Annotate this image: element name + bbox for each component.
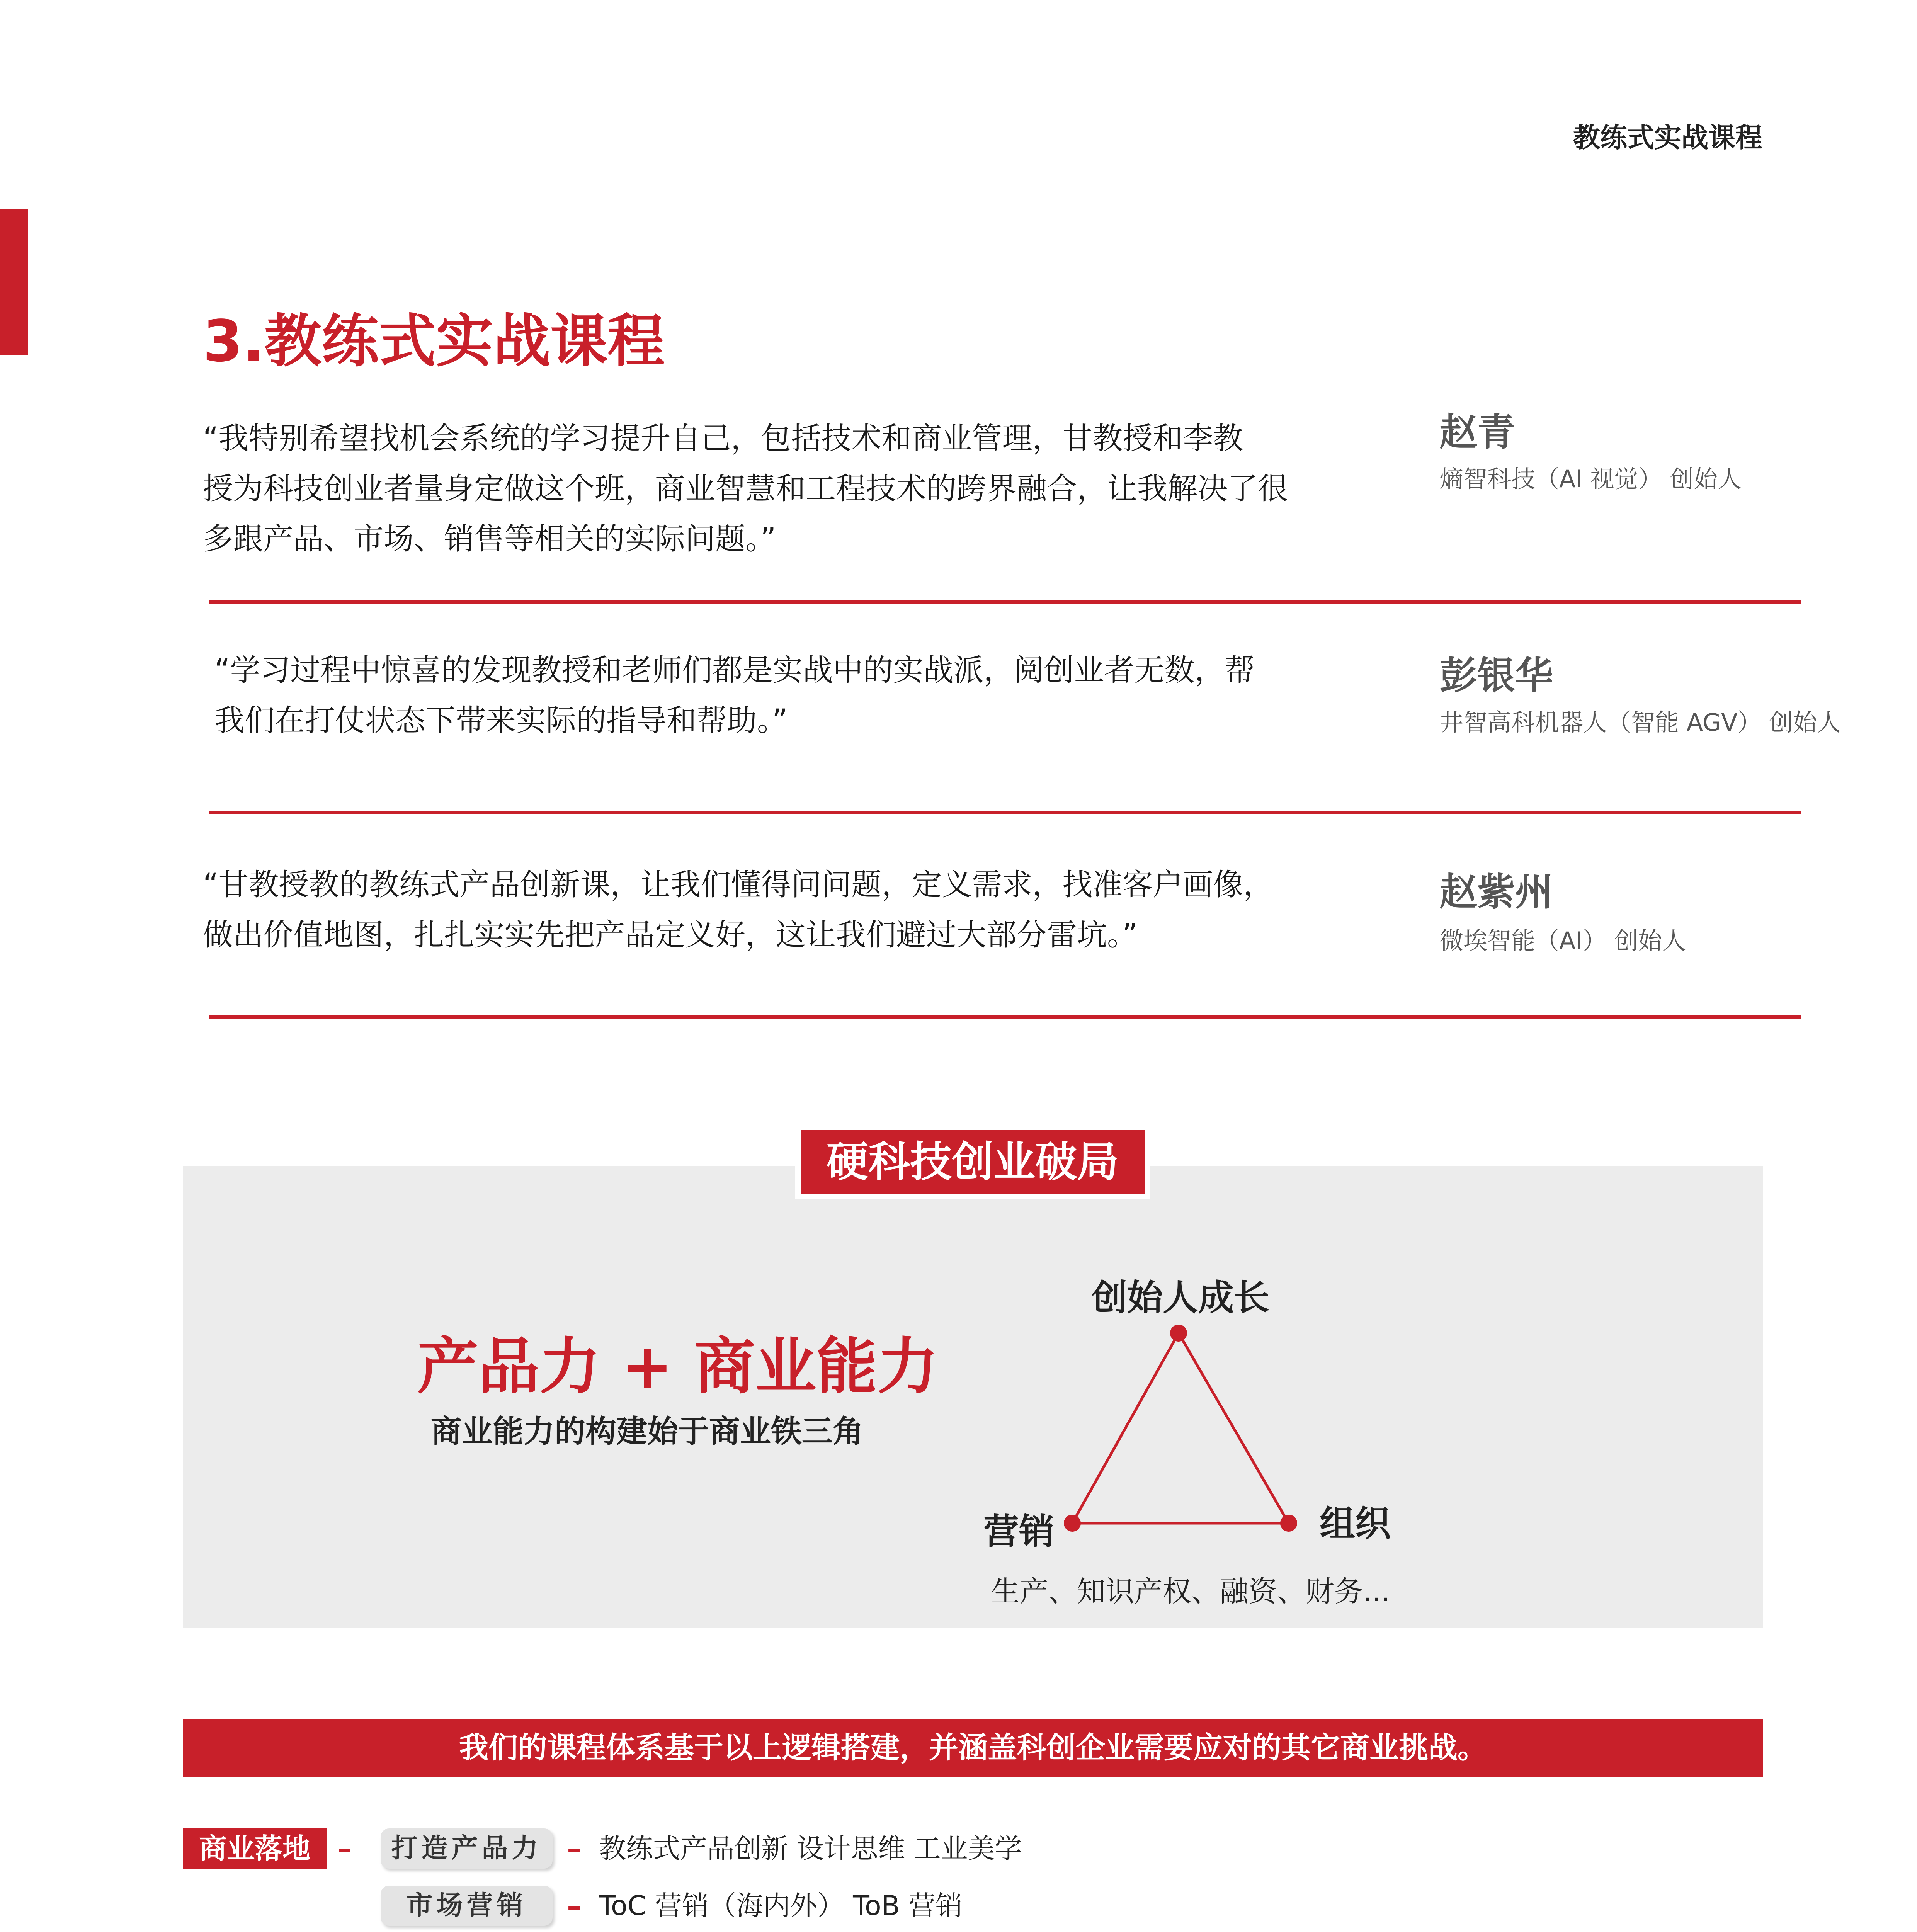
connector-dash: –	[567, 1888, 582, 1923]
subject-pill: 打造产品力	[381, 1828, 553, 1869]
triangle-vertex-top	[1170, 1325, 1187, 1342]
triangle-vertex-right	[1280, 1515, 1297, 1532]
quote-line: 我们在打仗状态下带来实际的指导和帮助。”	[214, 703, 788, 738]
divider	[209, 811, 1801, 814]
quote-line: “甘教授教的教练式产品创新课，让我们懂得问问题，定义需求，找准客户画像，	[203, 867, 1274, 902]
quote-line: 多跟产品、市场、销售等相关的实际问题。”	[203, 522, 776, 556]
triangle-outline	[1072, 1333, 1289, 1523]
testimonial-quote	[203, 413, 1288, 564]
panel-label: 硬科技创业破局	[801, 1130, 1145, 1194]
quote-line: 做出价值地图，扎扎实实先把产品定义好，这让我们避过大部分雷坑。”	[203, 918, 1138, 952]
triangle-vertex-left	[1064, 1515, 1081, 1532]
subject-items: 教练式产品创新 设计思维 工业美学	[599, 1833, 1022, 1864]
quote-line: 授为科技创业者量身定做这个班，商业智慧和工程技术的跨界融合，让我解决了很	[203, 471, 1288, 506]
connector-dash: –	[567, 1831, 582, 1866]
business-iron-triangle	[1043, 1294, 1314, 1546]
testimonial-name: 彭银华	[1439, 654, 1553, 698]
panel-subtitle: 商业能力的构建始于商业铁三角	[431, 1413, 864, 1449]
testimonial-quote	[203, 860, 1273, 960]
testimonial-quote	[214, 645, 1255, 746]
panel-headline: 产品力 + 商业能力	[417, 1331, 939, 1402]
triangle-label-right: 组织	[1320, 1503, 1391, 1544]
curriculum-banner: 我们的课程体系基于以上逻辑搭建，并涵盖科创企业需要应对的其它商业挑战。	[183, 1719, 1763, 1777]
quote-line: “学习过程中惊喜的发现教授和老师们都是实战中的实战派，阅创业者无数，帮	[214, 653, 1255, 688]
testimonial-role: 井智高科机器人（智能 AGV） 创始人	[1439, 708, 1841, 736]
category-business: 商业落地	[183, 1828, 327, 1869]
testimonial-role: 微埃智能（AI） 创始人	[1439, 927, 1686, 955]
triangle-label-left: 营销	[983, 1511, 1055, 1552]
divider	[209, 600, 1801, 604]
triangle-note: 生产、知识产权、融资、财务...	[991, 1575, 1390, 1608]
red-edge-tab	[0, 209, 28, 355]
quote-line: “我特别希望找机会系统的学习提升自己，包括技术和商业管理，甘教授和李教	[203, 421, 1243, 456]
testimonial-name: 赵青	[1439, 410, 1516, 454]
section-title: 3.教练式实战课程	[203, 308, 665, 374]
running-header: 教练式实战课程	[1573, 122, 1762, 153]
testimonial-role: 熵智科技（AI 视觉） 创始人	[1439, 465, 1742, 493]
subject-pill: 市场营销	[381, 1886, 553, 1926]
subject-items: ToC 营销（海内外） ToB 营销	[599, 1890, 963, 1922]
triangle-label-top: 创始人成长	[1092, 1277, 1270, 1318]
divider	[209, 1015, 1801, 1019]
testimonial-name: 赵紫州	[1439, 870, 1553, 914]
connector-dash: –	[337, 1831, 352, 1866]
